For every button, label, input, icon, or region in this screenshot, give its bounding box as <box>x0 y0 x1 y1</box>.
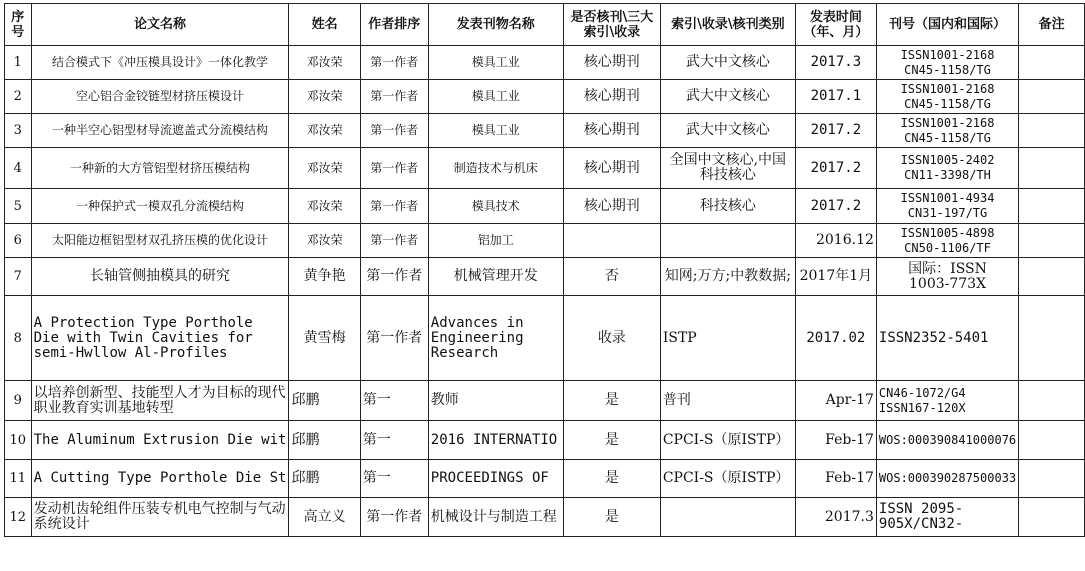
remark <box>1019 381 1085 421</box>
journal-name: PROCEEDINGS OF <box>428 460 563 498</box>
publish-date: Apr-17 <box>795 381 876 421</box>
remark <box>1019 114 1085 148</box>
journal-name: 模具工业 <box>428 80 563 114</box>
journal-name: 模具工业 <box>428 114 563 148</box>
table-row <box>5 189 1085 224</box>
publish-date: 2017.1 <box>795 80 876 114</box>
publish-date: 2017.3 <box>795 498 876 537</box>
index-category: 普刊 <box>660 381 795 421</box>
author-order: 第一作者 <box>360 114 428 148</box>
remark <box>1019 498 1085 537</box>
remark <box>1019 189 1085 224</box>
paper-title: The Aluminum Extrusion Die wit <box>31 421 289 460</box>
paper-title: 长轴管侧抽模具的研究 <box>31 258 289 296</box>
author-order: 第一 <box>360 421 428 460</box>
paper-title: 一种新的大方管铝型材挤压模结构 <box>31 148 289 189</box>
issn-number: ISSN 2095- 905X/CN32- <box>876 498 1018 537</box>
paper-title: A Protection Type Porthole Die with Twin Cavities for semi-Hwllow Al-Profiles <box>31 296 289 381</box>
publish-date: 2016.12 <box>795 224 876 258</box>
remark <box>1019 258 1085 296</box>
index-category <box>660 224 795 258</box>
index-category: CPCI-S（原ISTP） <box>660 421 795 460</box>
header-note: 备注 <box>1019 4 1085 46</box>
author-order: 第一作者 <box>360 258 428 296</box>
journal-name: 教师 <box>428 381 563 421</box>
author-order: 第一作者 <box>360 498 428 537</box>
author-order: 第一 <box>360 460 428 498</box>
issn-number: WOS:000390841000076 <box>876 421 1018 460</box>
table-row <box>5 148 1085 189</box>
author-order: 第一作者 <box>360 80 428 114</box>
remark <box>1019 80 1085 114</box>
core-status: 核心期刊 <box>563 46 660 80</box>
author-name: 邱鹏 <box>289 421 360 460</box>
header-category: 索引\收录\核刊类别 <box>660 4 795 46</box>
remark <box>1019 148 1085 189</box>
table-row <box>5 296 1085 381</box>
table-row <box>5 498 1085 537</box>
publish-date: 2017.2 <box>795 189 876 224</box>
paper-title: 空心铝合金铰链型材挤压模设计 <box>31 80 289 114</box>
issn-number: ISSN1005-4898 CN50-1106/TF <box>876 224 1018 258</box>
journal-name: 模具技术 <box>428 189 563 224</box>
core-status: 是 <box>563 498 660 537</box>
journal-name: 2016 INTERNATIO <box>428 421 563 460</box>
row-number: 6 <box>5 224 32 258</box>
core-status <box>563 224 660 258</box>
issn-number: CN46-1072/G4 ISSN167-120X <box>876 381 1018 421</box>
table-row <box>5 114 1085 148</box>
header-core: 是否核刊\三大索引\收录 <box>563 4 660 46</box>
paper-title: 结合模式下《冲压模具设计》一体化教学 <box>31 46 289 80</box>
author-name: 邓汝荣 <box>289 224 360 258</box>
index-category <box>660 498 795 537</box>
paper-title: 一种保护式一模双孔分流模结构 <box>31 189 289 224</box>
table-row <box>5 258 1085 296</box>
table-row <box>5 460 1085 498</box>
index-category: 武大中文核心 <box>660 114 795 148</box>
header-order: 作者排序 <box>360 4 428 46</box>
core-status: 核心期刊 <box>563 189 660 224</box>
index-category: 知网;万方;中教数据; <box>660 258 795 296</box>
row-number: 1 <box>5 46 32 80</box>
core-status: 核心期刊 <box>563 80 660 114</box>
row-number: 11 <box>5 460 32 498</box>
row-number: 2 <box>5 80 32 114</box>
paper-title: A Cutting Type Porthole Die St <box>31 460 289 498</box>
author-order: 第一作者 <box>360 224 428 258</box>
issn-number: 国际：ISSN 1003-773X <box>876 258 1018 296</box>
author-order: 第一作者 <box>360 148 428 189</box>
index-category: 武大中文核心 <box>660 46 795 80</box>
issn-number: ISSN1005-2402 CN11-3398/TH <box>876 148 1018 189</box>
publish-date: 2017年1月 <box>795 258 876 296</box>
table-body <box>5 46 1085 537</box>
issn-number: ISSN1001-2168 CN45-1158/TG <box>876 46 1018 80</box>
journal-name: 铝加工 <box>428 224 563 258</box>
table-row <box>5 46 1085 80</box>
journal-name: 制造技术与机床 <box>428 148 563 189</box>
core-status: 是 <box>563 421 660 460</box>
paper-title: 以培养创新型、技能型人才为目标的现代职业教育实训基地转型 <box>31 381 289 421</box>
author-name: 黄争艳 <box>289 258 360 296</box>
remark <box>1019 224 1085 258</box>
publish-date: Feb-17 <box>795 460 876 498</box>
core-status: 收录 <box>563 296 660 381</box>
publish-date: 2017.02 <box>795 296 876 381</box>
row-number: 9 <box>5 381 32 421</box>
author-order: 第一作者 <box>360 189 428 224</box>
core-status: 是 <box>563 381 660 421</box>
author-order: 第一 <box>360 381 428 421</box>
author-name: 邓汝荣 <box>289 80 360 114</box>
row-number: 8 <box>5 296 32 381</box>
row-number: 4 <box>5 148 32 189</box>
header-name: 姓名 <box>289 4 360 46</box>
remark <box>1019 460 1085 498</box>
header-date: 发表时间（年、月） <box>795 4 876 46</box>
remark <box>1019 296 1085 381</box>
row-number: 10 <box>5 421 32 460</box>
issn-number: ISSN1001-4934 CN31-197/TG <box>876 189 1018 224</box>
author-name: 邱鹏 <box>289 381 360 421</box>
header-no: 序号 <box>5 4 32 46</box>
issn-number: WOS:000390287500033 <box>876 460 1018 498</box>
author-name: 高立义 <box>289 498 360 537</box>
index-category: 武大中文核心 <box>660 80 795 114</box>
index-category: 科技核心 <box>660 189 795 224</box>
header-issn: 刊号（国内和国际） <box>876 4 1018 46</box>
issn-number: ISSN1001-2168 CN45-1158/TG <box>876 80 1018 114</box>
issn-number: ISSN1001-2168 CN45-1158/TG <box>876 114 1018 148</box>
paper-title: 发动机齿轮组件压装专机电气控制与气动系统设计 <box>31 498 289 537</box>
header-row <box>5 4 1085 46</box>
index-category: 全国中文核心,中国科技核心 <box>660 148 795 189</box>
publish-date: Feb-17 <box>795 421 876 460</box>
remark <box>1019 46 1085 80</box>
journal-name: Advances in Engineering Research <box>428 296 563 381</box>
table-row <box>5 421 1085 460</box>
table-row <box>5 224 1085 258</box>
author-name: 邓汝荣 <box>289 189 360 224</box>
journal-name: 机械管理开发 <box>428 258 563 296</box>
core-status: 否 <box>563 258 660 296</box>
paper-title: 一种半空心铝型材导流遮盖式分流模结构 <box>31 114 289 148</box>
table-row <box>5 381 1085 421</box>
journal-name: 模具工业 <box>428 46 563 80</box>
core-status: 是 <box>563 460 660 498</box>
index-category: ISTP <box>660 296 795 381</box>
row-number: 12 <box>5 498 32 537</box>
paper-title: 太阳能边框铝型材双孔挤压模的优化设计 <box>31 224 289 258</box>
core-status: 核心期刊 <box>563 148 660 189</box>
issn-number: ISSN2352-5401 <box>876 296 1018 381</box>
journal-name: 机械设计与制造工程 <box>428 498 563 537</box>
author-order: 第一作者 <box>360 296 428 381</box>
row-number: 3 <box>5 114 32 148</box>
author-name: 黄雪梅 <box>289 296 360 381</box>
table-row <box>5 80 1085 114</box>
author-name: 邓汝荣 <box>289 148 360 189</box>
publish-date: 2017.3 <box>795 46 876 80</box>
paper-table <box>4 3 1085 537</box>
author-name: 邓汝荣 <box>289 114 360 148</box>
header-journal: 发表刊物名称 <box>428 4 563 46</box>
row-number: 5 <box>5 189 32 224</box>
author-name: 邓汝荣 <box>289 46 360 80</box>
author-name: 邱鹏 <box>289 460 360 498</box>
row-number: 7 <box>5 258 32 296</box>
remark <box>1019 421 1085 460</box>
core-status: 核心期刊 <box>563 114 660 148</box>
publish-date: 2017.2 <box>795 114 876 148</box>
publish-date: 2017.2 <box>795 148 876 189</box>
header-title: 论文名称 <box>31 4 289 46</box>
index-category: CPCI-S（原ISTP） <box>660 460 795 498</box>
author-order: 第一作者 <box>360 46 428 80</box>
